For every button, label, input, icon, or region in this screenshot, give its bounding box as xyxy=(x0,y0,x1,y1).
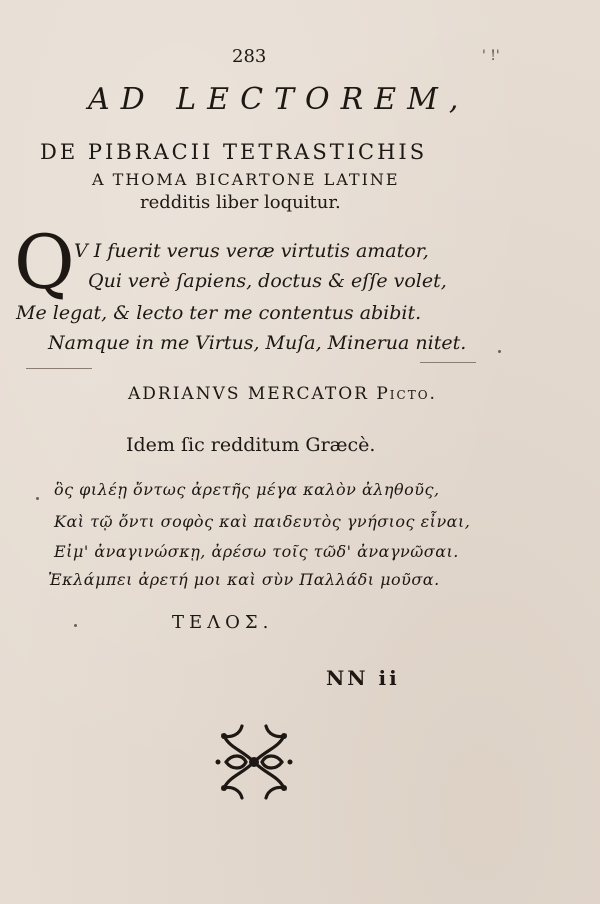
greek-verse-line: Εἰμ' ἀναγινώσκῃ, ἀρέσω τοῖς τῶδ' ἀναγνῶσαι. xyxy=(54,542,459,561)
greek-heading: Idem ſic redditum Græcè. xyxy=(126,434,376,456)
page-title: AD LECTOREM, xyxy=(88,82,470,117)
ink-speck xyxy=(498,350,501,353)
latin-verse-line: Me legat, & lecto ter me contentus abibit. xyxy=(16,302,422,324)
poem-author: ADRIANVS MERCATOR Picto. xyxy=(128,384,437,404)
drop-cap: Q xyxy=(14,220,75,306)
latin-verse-line: Qui verè ſapiens, doctus & eſſe volet, xyxy=(88,270,447,292)
page-number: 283 xyxy=(232,46,267,67)
printers-fleuron-icon xyxy=(212,724,296,800)
greek-verse-line: ὃς φιλέῃ ὄντως ἀρετῆς μέγα καλὸν ἀληθοῦς, xyxy=(54,480,440,499)
latin-verse-line: V I fuerit verus veræ virtutis amator, xyxy=(74,240,429,262)
subtitle-line-1: DE PIBRACII TETRASTICHIS xyxy=(40,140,428,164)
ink-speck xyxy=(74,624,77,627)
ink-speck xyxy=(36,497,39,500)
divider-rule xyxy=(26,368,92,369)
greek-verse-line: Ἐκλάμπει ἀρετή μοι καὶ σὺν Παλλάδι μοῦσα. xyxy=(48,570,440,589)
subtitle-line-2: A THOMA BICARTONE LATINE xyxy=(92,170,400,189)
subtitle-line-3: redditis liber loquitur. xyxy=(140,192,341,213)
latin-verse-line: Namque in me Virtus, Muſa, Minerua nitet. xyxy=(48,332,467,354)
margin-mark: ' !' xyxy=(482,48,500,64)
closing-word: ΤΕΛΟΣ. xyxy=(172,612,274,633)
divider-rule xyxy=(420,362,476,363)
greek-verse-line: Καὶ τῷ ὄντι σοφὸς καὶ παιδευτὸς γνήσιος εἶναι, xyxy=(54,512,471,531)
signature-mark: NN ii xyxy=(326,666,400,690)
